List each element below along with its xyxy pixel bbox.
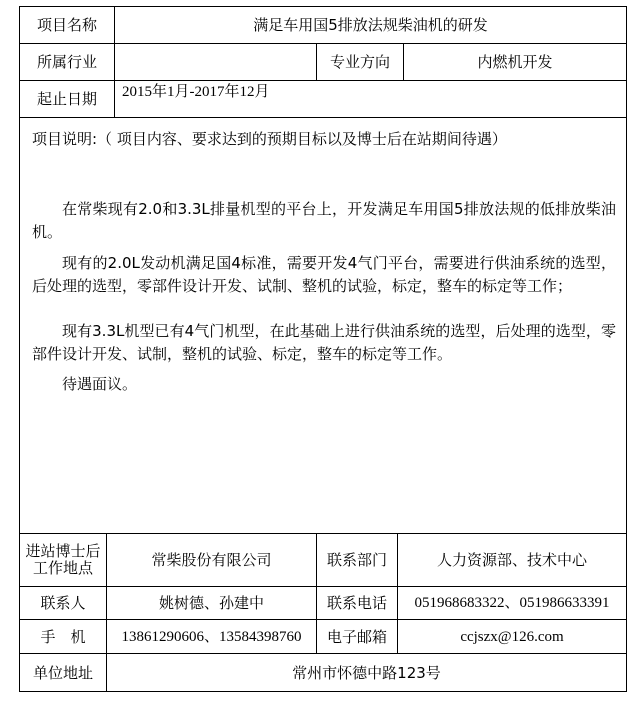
period-label: 起止日期 — [36, 90, 97, 108]
workplace-label: 进站博士后工作地点 — [25, 542, 101, 577]
specialty-label: 专业方向 — [329, 53, 390, 71]
description-heading: 项目说明:（ 项目内容、要求达到的预期目标以及博士后在站期间待遇） — [32, 130, 507, 148]
description-paragraph: 现有的2.0L发动机满足国4标准，需要开发4气门平台，需要进行供油系统的选型，后处理的选型，零部件设计开发、试制、整机的试验，标定，整车的标定等工作； — [32, 254, 616, 295]
description-paragraph: 现有3.3L机型已有4气门机型，在此基础上进行供油系统的选型，后处理的选型，零部件设计开发、试制，整机的试验、标定，整车的标定等工作。 — [32, 322, 616, 363]
dept-value: 人力资源部、技术中心 — [436, 551, 587, 569]
industry-label: 所属行业 — [36, 53, 97, 71]
mobile-label: 手 机 — [40, 627, 86, 646]
grid-line — [19, 117, 627, 118]
industry-value — [115, 44, 316, 80]
mobile-value: 13861290606、13584398760 — [121, 628, 302, 645]
description-paragraph: 在常柴现有2.0和3.3L排量机型的平台上，开发满足车用国5排放法规的低排放柴油机。 — [32, 200, 616, 241]
workplace-value: 常柴股份有限公司 — [151, 551, 272, 569]
description-paragraph: 待遇面议。 — [62, 375, 138, 393]
project-name-label: 项目名称 — [36, 16, 97, 34]
phone-value: 051968683322、051986633391 — [414, 595, 610, 611]
dept-label: 联系部门 — [326, 551, 387, 569]
address-label: 单位地址 — [32, 663, 93, 682]
contact-value: 姚树德、孙建中 — [158, 594, 264, 612]
phone-label: 联系电话 — [326, 594, 387, 612]
email-label: 电子邮箱 — [326, 627, 387, 646]
grid-line — [19, 691, 627, 692]
address-value: 常州市怀德中路123号 — [292, 663, 441, 682]
email-value: ccjszx@126.com — [460, 628, 564, 645]
project-name-value: 满足车用国5排放法规柴油机的研发 — [253, 16, 488, 34]
period-value: 2015年1月-2017年12月 — [122, 84, 270, 100]
grid-line — [626, 6, 627, 692]
specialty-value: 内燃机开发 — [477, 53, 553, 71]
contact-label: 联系人 — [40, 594, 86, 612]
